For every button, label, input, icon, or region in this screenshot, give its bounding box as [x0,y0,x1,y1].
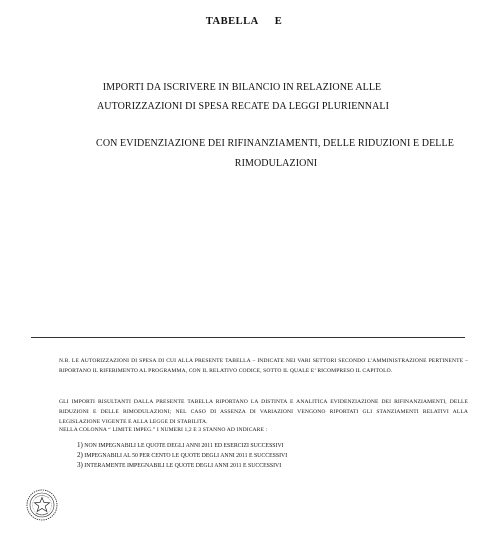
list-item-number: 2) [77,451,83,459]
title-letter: E [274,16,283,27]
list-item-text: INTERAMENTE IMPEGNABILI LE QUOTE DEGLI ANNI 2011 E SUCCESSIVI [84,463,282,469]
state-emblem-seal-icon [26,489,58,521]
list-item-number: 1) [77,441,83,449]
subtitle-line-4: RIMODULAZIONI [234,158,318,169]
list-item-text: IMPEGNABILI AL 50 PER CENTO LE QUOTE DEGLI ANNI 2011 E SUCCESSIVI [84,453,288,459]
subtitle-line-2: AUTORIZZAZIONI DI SPESA RECATE DA LEGGI PLURIENNALI [96,101,390,112]
document-title [0,16,488,27]
title-word: TABELLA [205,16,259,27]
importi-note: GLI IMPORTI RISULTANTI DALLA PRESENTE TABELLA RIPORTANO LA DISTINTA E ANALITICA EVIDENZIAZIONE DEI RIFINANZIAMENTI, DELLE RIDUZIONI E DELLE RIMODULAZIONI; NEL CASO DI ASSENZA DI VARIAZIONI VENGONO RIPORTATI GLI STANZIAMENTI RELATIVI ALLA LEGISLAZIONE VIGENTE E ALLA LEGGE DI STABILITA. [59,399,468,425]
subtitle-line-3: CON EVIDENZIAZIONE DEI RIFINANZIAMENTI, DELLE RIDUZIONI E DELLE [96,138,454,149]
horizontal-divider [31,337,465,338]
limit-legend-list [77,441,377,471]
colonna-note: NELLA COLONNA “ LIMITE IMPEG.” I NUMERI 1,2 E 3 STANNO AD INDICARE : [59,427,268,433]
list-item-text: NON IMPEGNABILI LE QUOTE DEGLI ANNI 2011 ED ESERCIZI SUCCESSIVI [84,443,284,449]
list-item [77,461,377,471]
subtitle-line-1: IMPORTI DA ISCRIVERE IN BILANCIO IN RELAZIONE ALLE [102,82,382,93]
list-item [77,451,377,461]
list-item [77,441,377,451]
list-item-number: 3) [77,461,83,469]
nb-note: N.B. LE AUTORIZZAZIONI DI SPESA DI CUI ALLA PRESENTE TABELLA – INDICATE NEI VARI SETTORI SECONDO L’AMMINISTRAZIONE PERTINENTE – RIPORTANO IL RIFERIMENTO AL PROGRAMMA, CON IL RELATIVO CODICE, SOTTO IL QUALE E’ RICOMPRESO IL CAPITOLO. [59,358,468,374]
